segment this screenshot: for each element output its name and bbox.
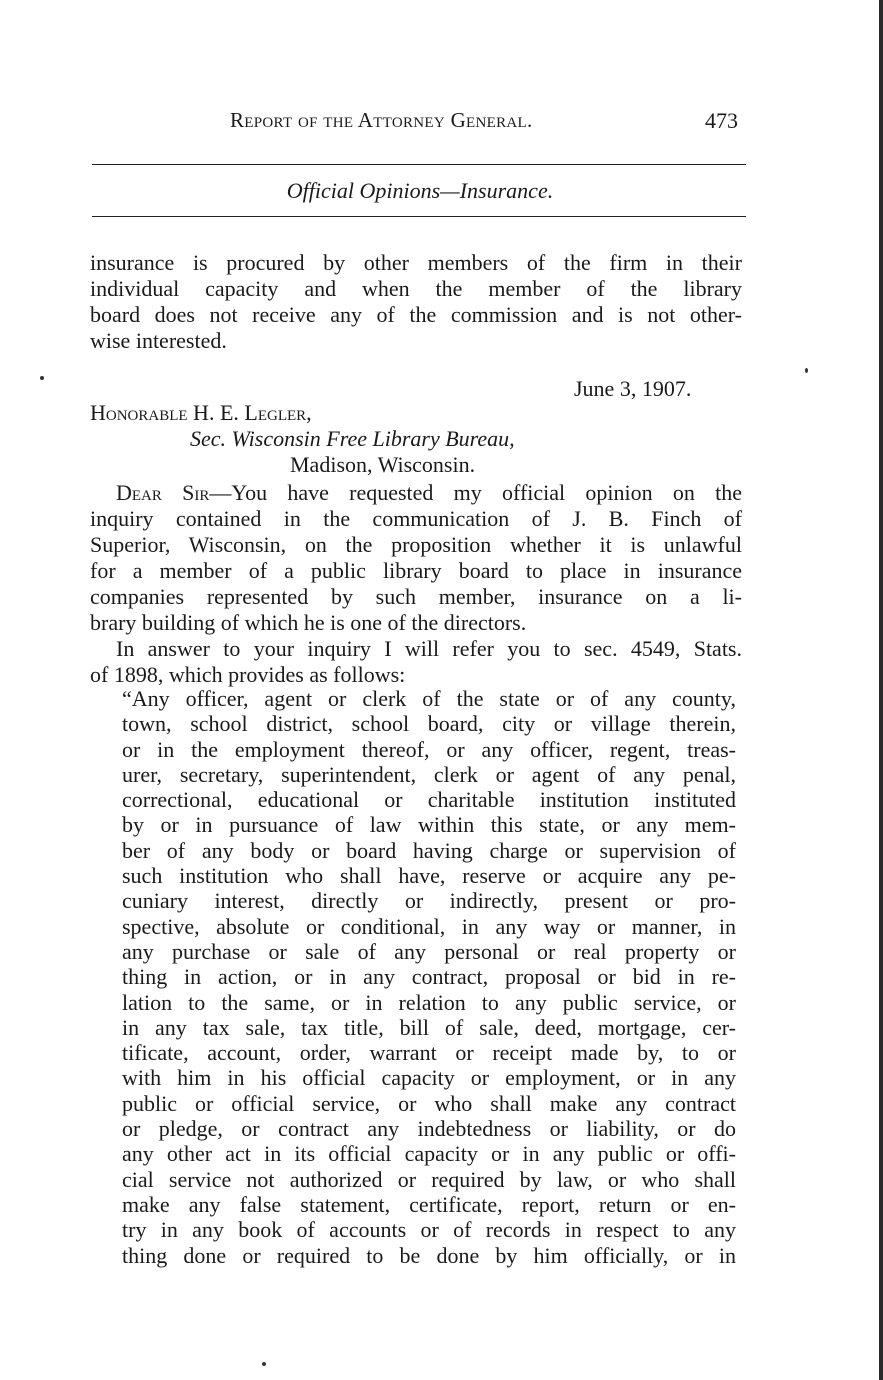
quote-line: by or in pursuance of law within this state, or any mem- [122, 812, 736, 838]
quote-line: urer, secretary, superintendent, clerk or agent of any penal, [122, 761, 736, 787]
letter-date: June 3, 1907. [574, 376, 692, 401]
quote-line: cuniary interest, directly or indirectly, present or pro- [122, 888, 736, 914]
text-line: brary building of which he is one of the directors. [90, 610, 527, 635]
continuation-paragraph [90, 250, 742, 354]
text-line: board does not receive any of the commission and is not other- [90, 302, 742, 327]
quote-line: town, school district, school board, city or village therein, [122, 711, 736, 737]
running-head [230, 108, 533, 133]
ink-speck [262, 1362, 266, 1366]
letter-body [90, 480, 742, 688]
quote-line: tificate, account, order, warrant or receipt made by, to or [122, 1040, 736, 1066]
text-line: Superior, Wisconsin, on the proposition whether it is unlawful [90, 532, 742, 557]
quote-line: any purchase or sale of any personal or real property or [122, 938, 736, 964]
quote-line: try in any book of accounts or of records in respect to any [122, 1217, 736, 1243]
quote-line: ber of any body or board having charge or supervision of [122, 837, 736, 863]
quote-line: “Any officer, agent or clerk of the state or of any county, [122, 686, 736, 711]
running-title: Report of the Attorney General. [230, 108, 533, 132]
text-line: individual capacity and when the member of the library [90, 276, 742, 301]
quote-line: cial service not authorized or required by law, or who shall [122, 1166, 736, 1192]
quote-line: thing done or required to be done by him officially, or in [122, 1242, 736, 1268]
text-line: for a member of a public library board to place in insurance [90, 558, 742, 583]
text-line: insurance is procured by other members of the firm in their [90, 250, 742, 275]
quote-line: with him in his official capacity or employment, or in any [122, 1065, 736, 1091]
text-line: of 1898, which provides as follows: [90, 662, 406, 687]
quote-line: in any tax sale, tax title, bill of sale, deed, mortgage, cer- [122, 1014, 736, 1040]
ink-speck [805, 368, 808, 373]
text-line: wise interested. [90, 328, 227, 353]
header-rule-bottom [92, 216, 746, 217]
quote-line: make any false statement, certificate, report, return or en- [122, 1191, 736, 1217]
quote-line: spective, absolute or conditional, in any way or manner, in [122, 913, 736, 939]
text-line: inquiry contained in the communication of J. B. Finch of [90, 506, 742, 531]
quote-line: correctional, educational or charitable institution instituted [122, 787, 736, 813]
addressee-name [90, 400, 312, 426]
quote-line: such institution who shall have, reserve or acquire any pe- [122, 863, 736, 889]
text-line: In answer to your inquiry I will refer you to sec. 4549, Stats. [116, 636, 742, 661]
addressee-place: Madison, Wisconsin. [290, 452, 476, 477]
text-line: companies represented by such member, insurance on a li- [90, 584, 742, 609]
text-line [90, 480, 742, 506]
addressee-name-text: Honorable H. E. Legler, [90, 400, 312, 425]
ink-speck [40, 376, 44, 380]
section-title: Official Opinions—Insurance. [286, 178, 554, 203]
quote-line: any other act in its official capacity or in any public or offi- [122, 1141, 736, 1167]
page-edge-shadow [879, 0, 883, 1380]
quote-line: lation to the same, or in relation to any public service, or [122, 989, 736, 1015]
quote-line: or in the employment thereof, or any officer, regent, treas- [122, 736, 736, 762]
header-rule-top [92, 164, 746, 165]
salutation: Dear Sir [116, 480, 210, 505]
quote-line: thing in action, or in any contract, proposal or bid in re- [122, 964, 736, 990]
page-number: 473 [705, 108, 738, 133]
quote-line: public or official service, or who shall make any contract [122, 1090, 736, 1116]
quote-line: or pledge, or contract any indebtedness or liability, or do [122, 1116, 736, 1142]
statute-quote [122, 686, 736, 1268]
addressee-title: Sec. Wisconsin Free Library Bureau, [190, 426, 515, 451]
text-line-rest: —You have requested my official opinion on the [209, 480, 743, 505]
